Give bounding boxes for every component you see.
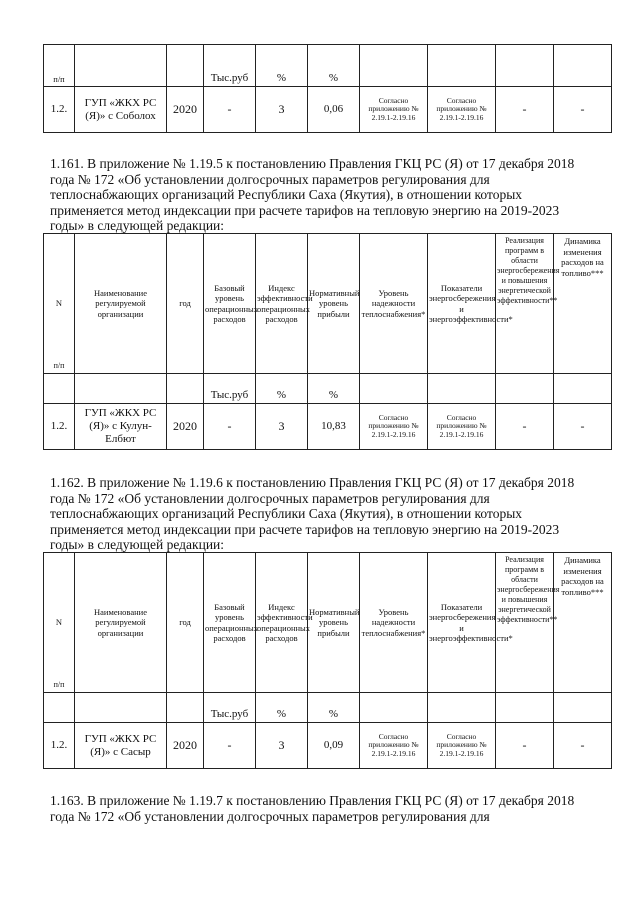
row-year: 2020 xyxy=(167,87,204,133)
row-dynamics: - xyxy=(554,404,612,450)
row-programs: - xyxy=(496,404,554,450)
row-num: 1.2. xyxy=(44,87,75,133)
row-base: - xyxy=(204,723,256,769)
efficiency-header: Показатели энергосбережения и энергоэффективности* xyxy=(428,553,496,693)
row-index: 3 xyxy=(256,723,308,769)
row-programs: - xyxy=(496,87,554,133)
programs-header: Реализация программ в области энергосбережения и повышения энергетической эффективности** xyxy=(496,234,554,374)
index-unit: % xyxy=(256,374,308,404)
norm-header: Нормативный уровень прибыли xyxy=(308,553,360,693)
norm-header: Нормативный уровень прибыли xyxy=(308,234,360,374)
row-num: 1.2. xyxy=(44,723,75,769)
row-index: 3 xyxy=(256,404,308,450)
row-org: ГУП «ЖКХ РС (Я)» с Кулун-Елбют xyxy=(75,404,167,450)
norm-unit: % xyxy=(308,45,360,87)
row-index: 3 xyxy=(256,87,308,133)
row-dynamics: - xyxy=(554,723,612,769)
base-header: Базовый уровень операционных расходов xyxy=(204,553,256,693)
year-header: год xyxy=(167,553,204,693)
num-header: N п/п xyxy=(44,234,75,374)
row-efficiency: Согласно приложению № 2.19.1-2.19.16 xyxy=(428,87,496,133)
row-programs: - xyxy=(496,723,554,769)
norm-unit: % xyxy=(308,693,360,723)
table-row xyxy=(44,87,612,133)
num-header: N п/п xyxy=(44,553,75,693)
row-reliability: Согласно приложению № 2.19.1-2.19.16 xyxy=(360,87,428,133)
base-unit: Тыс.руб xyxy=(204,693,256,723)
reliability-header: Уровень надежности теплоснабжения* xyxy=(360,553,428,693)
base-header: Базовый уровень операционных расходов xyxy=(204,234,256,374)
row-norm: 10,83 xyxy=(308,404,360,450)
base-unit: Тыс.руб xyxy=(204,374,256,404)
row-org: ГУП «ЖКХ РС (Я)» с Соболох xyxy=(75,87,167,133)
org-header: Наименование регулируемой организации xyxy=(75,234,167,374)
dynamics-header: Динамика изменения расходов на топливо*** xyxy=(554,553,612,693)
params-table-2 xyxy=(43,552,612,769)
row-reliability: Согласно приложению № 2.19.1-2.19.16 xyxy=(360,404,428,450)
table-row xyxy=(44,404,612,450)
row-base: - xyxy=(204,87,256,133)
year-header: год xyxy=(167,234,204,374)
row-norm: 0,06 xyxy=(308,87,360,133)
row-num: 1.2. xyxy=(44,404,75,450)
index-header: Индекс эффективности операционных расходов xyxy=(256,553,308,693)
dynamics-header: Динамика изменения расходов на топливо*** xyxy=(554,234,612,374)
base-unit: Тыс.руб xyxy=(204,45,256,87)
row-base: - xyxy=(204,404,256,450)
index-unit: % xyxy=(256,45,308,87)
row-norm: 0,09 xyxy=(308,723,360,769)
row-org: ГУП «ЖКХ РС (Я)» с Сасыр xyxy=(75,723,167,769)
programs-header: Реализация программ в области энергосбережения и повышения энергетической эффективности** xyxy=(496,553,554,693)
row-efficiency: Согласно приложению № 2.19.1-2.19.16 xyxy=(428,723,496,769)
row-efficiency: Согласно приложению № 2.19.1-2.19.16 xyxy=(428,404,496,450)
norm-unit: % xyxy=(308,374,360,404)
index-header: Индекс эффективности операционных расходов xyxy=(256,234,308,374)
row-year: 2020 xyxy=(167,404,204,450)
reliability-header: Уровень надежности теплоснабжения* xyxy=(360,234,428,374)
paragraph-1-162: 1.162. В приложение № 1.19.6 к постановлению Правления ГКЦ РС (Я) от 17 декабря 2018 года № 172 «Об установлении долгосрочных параметров регулирования для теплоснабжающих организаций Республики Саха (Якутия), в отношении которых применяется метод индексации при расчете тарифов на тепловую энергию на 2019-2023 годы» в следующей редакции: xyxy=(50,475,575,552)
row-dynamics: - xyxy=(554,87,612,133)
row-year: 2020 xyxy=(167,723,204,769)
params-table-1 xyxy=(43,233,612,450)
num-header: п/п xyxy=(44,45,75,87)
table-row xyxy=(44,723,612,769)
org-header: Наименование регулируемой организации xyxy=(75,553,167,693)
top-table xyxy=(43,44,612,133)
paragraph-1-163: 1.163. В приложение № 1.19.7 к постановлению Правления ГКЦ РС (Я) от 17 декабря 2018 года № 172 «Об установлении долгосрочных параметров регулирования для xyxy=(50,793,575,824)
row-reliability: Согласно приложению № 2.19.1-2.19.16 xyxy=(360,723,428,769)
efficiency-header: Показатели энергосбережения и энергоэффективности* xyxy=(428,234,496,374)
paragraph-1-161: 1.161. В приложение № 1.19.5 к постановлению Правления ГКЦ РС (Я) от 17 декабря 2018 года № 172 «Об установлении долгосрочных параметров регулирования для теплоснабжающих организаций Республики Саха (Якутия), в отношении которых применяется метод индексации при расчете тарифов на тепловую энергию на 2019-2023 годы» в следующей редакции: xyxy=(50,156,575,233)
index-unit: % xyxy=(256,693,308,723)
